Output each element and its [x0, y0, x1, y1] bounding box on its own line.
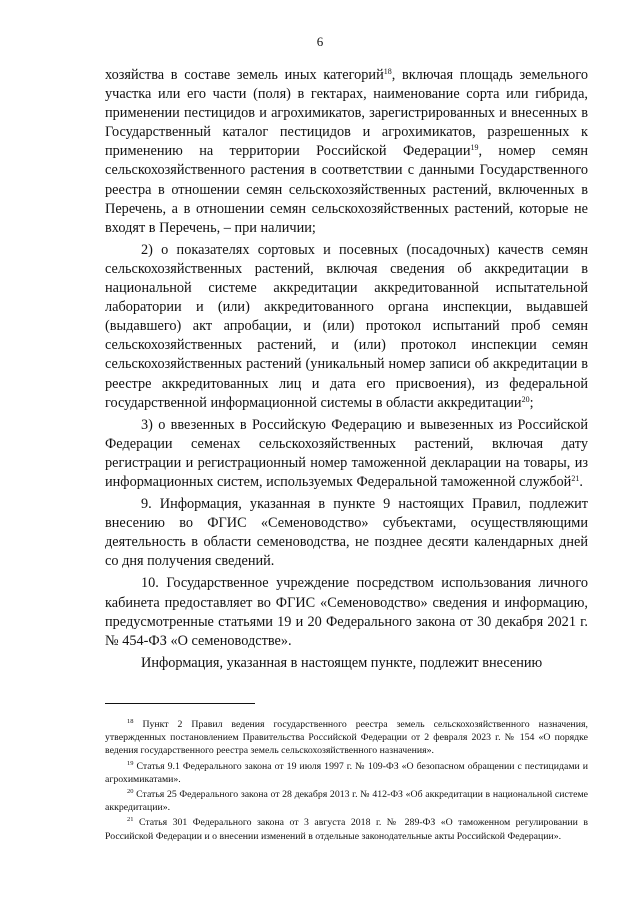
text-run: .: [579, 473, 583, 490]
footnote-ref: 20: [127, 788, 134, 796]
footnote-ref: 20: [521, 394, 530, 404]
text-run: , номер семян сельскохозяйственного растения в соответствии с данными Государственного реестра в отношении семян сельскохозяйственных растений, включенных в Перечень, а в отношении семян сельскохозяйственных растений, которые не входят в Перечень, – при наличии;: [105, 143, 589, 236]
paragraph-p0: [105, 66, 588, 238]
footnotes: [105, 718, 588, 845]
paragraph-p1: [105, 241, 588, 413]
footnote-ref: 19: [127, 759, 134, 767]
footnote-ref: 18: [383, 67, 392, 76]
paragraph-p5: [105, 654, 588, 673]
footnote-ref: 18: [127, 718, 134, 725]
text-run: 3) о ввезенных в Российскую Федерацию и вывезенных из Российской Федерации семенах сельскохозяйственных растений, включая дату регистрации и регистрационный номер таможенной декларации на товары, из информационных систем, используемых Федеральной таможенной службой: [105, 416, 588, 490]
text-run: Пункт 2 Правил ведения государственного реестра земель сельскохозяйственного назначения, утвержденных постановлением Правительства Российской Федерации от 2 февраля 2023 г. № 154 «О порядке ведения государственного реестра земель сельскохозяйственного назначения».: [105, 719, 588, 757]
footnote-fn18: [105, 718, 588, 758]
text-run: Статья 9.1 Федерального закона от 19 июля 1997 г. № 109-ФЗ «О безопасном обращении с пестицидами и агрохимикатами».: [105, 760, 588, 785]
body-text: [105, 66, 588, 676]
page-number: 6: [316, 34, 324, 49]
footnote-ref: 21: [571, 473, 580, 483]
text-run: Статья 25 Федерального закона от 28 декабря 2013 г. № 412-ФЗ «Об аккредитации в национальной системе аккредитации».: [105, 789, 588, 814]
footnote-ref: 21: [127, 816, 134, 824]
text-run: Статья 301 Федерального закона от 3 августа 2018 г. № 289-ФЗ «О таможенном регулировании в Российской Федерации и о внесении изменений в отдельные законодательные акты Российской Федерации».: [105, 817, 588, 842]
paragraph-p2: [105, 416, 588, 492]
paragraph-p4: [105, 574, 588, 650]
text-run: Информация, указанная в настоящем пункте, подлежит внесению: [141, 654, 543, 671]
text-run: , включая площадь земельного участка или его части (поля) в гектарах, наименование сорта или гибрида, применении пестицидов и агрохимикатов, зарегистрированных и внесенных в Государственный каталог пестицидов и агрохимикатов, разрешенных к применению на территории Российской Федерации: [105, 67, 588, 160]
text-run: хозяйства в составе земель иных категорий: [105, 67, 384, 83]
footnote-fn21: [105, 816, 588, 842]
footnote-fn20: [105, 788, 588, 814]
paragraph-p3: [105, 495, 588, 571]
text-run: 2) о показателях сортовых и посевных (посадочных) качеств семян сельскохозяйственных растений, включая сведения об аккредитации в национальной системе аккредитации аккредитованной испытательной лаборатории и (или) аккредитованного органа инспекции, выдавшей (выдавшего) акт апробации, и (или) протокол испытаний проб семян сельскохозяйственных растений, и (или) протокол инспекции семян сельскохозяйственных растений (уникальный номер записи об аккредитации в реестре аккредитованных лиц и дата его присвоения), из федеральной государственной информационной системы в области аккредитации: [105, 241, 588, 411]
footnote-fn19: [105, 760, 588, 786]
footnote-ref: 19: [470, 143, 479, 153]
text-run: 9. Информация, указанная в пункте 9 настоящих Правил, подлежит внесению во ФГИС «Семеноводство» субъектами, осуществляющими деятельность в области семеноводства, не позднее десяти календарных дней со дня получения сведений.: [105, 496, 588, 570]
text-run: 10. Государственное учреждение посредством использования личного кабинета предоставляет во ФГИС «Семеноводство» сведения и информацию, предусмотренные статьями 19 и 20 Федерального закона от 30 декабря 2021 г. № 454-ФЗ «О семеноводстве».: [105, 575, 588, 649]
text-run: ;: [529, 394, 534, 411]
footnote-separator: [105, 703, 255, 704]
